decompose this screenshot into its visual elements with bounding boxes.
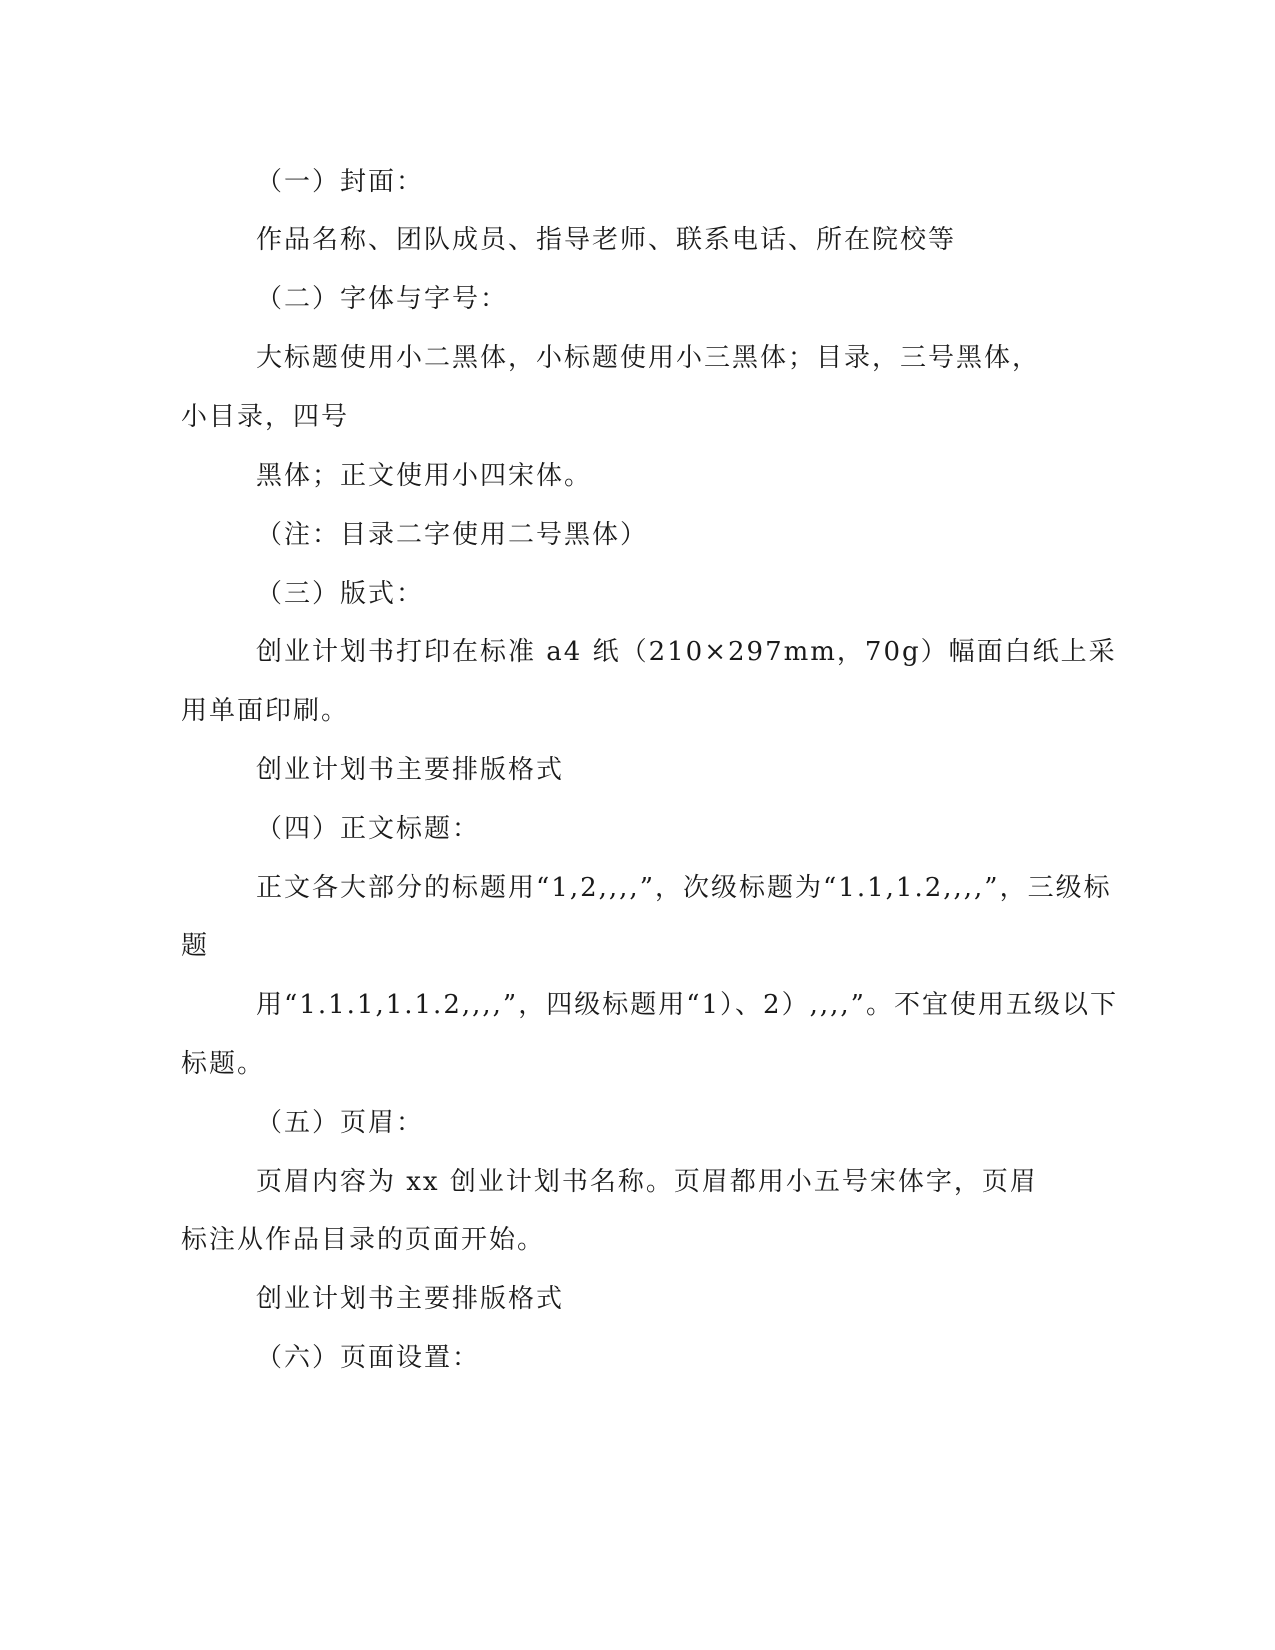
paragraph-fonts-note: （注：目录二字使用二号黑体） [256,520,649,550]
paragraph-titles-line1: 正文各大部分的标题用“1,2,,,,”，次级标题为“1.1,1.2,,,,”，三级标 [256,873,1112,903]
paragraph-header-line1: 页眉内容为 xx 创业计划书名称。页眉都用小五号宋体字，页眉 [256,1167,1038,1197]
paragraph-fonts-line3: 黑体；正文使用小四宋体。 [256,461,593,491]
section-heading-fonts: （二）字体与字号： [256,284,509,314]
paragraph-fonts-line2: 小目录，四号 [181,402,350,432]
paragraph-fonts-line1: 大标题使用小二黑体，小标题使用小三黑体；目录，三号黑体， [256,343,1041,373]
section-heading-body-titles: （四）正文标题： [256,814,481,844]
section-heading-header: （五）页眉： [256,1108,425,1138]
paragraph-layout-line1: 创业计划书打印在标准 a4 纸（210×297mm，70g）幅面白纸上采 [256,637,1117,667]
section-heading-cover: （一）封面： [256,167,425,197]
section-heading-page-setup: （六）页面设置： [256,1343,481,1373]
section-heading-layout: （三）版式： [256,579,425,609]
paragraph-format-title-2: 创业计划书主要排版格式 [256,1284,565,1314]
paragraph-cover-items: 作品名称、团队成员、指导老师、联系电话、所在院校等 [256,225,957,255]
paragraph-layout-line2: 用单面印刷。 [181,696,350,726]
paragraph-format-title: 创业计划书主要排版格式 [256,755,565,785]
paragraph-titles-line2: 题 [181,931,210,961]
paragraph-titles-line3: 用“1.1.1,1.1.2,,,,”，四级标题用“1）、2）,,,,”。不宜使用五级以下 [256,990,1118,1020]
paragraph-titles-line4: 标题。 [181,1049,266,1079]
paragraph-header-line2: 标注从作品目录的页面开始。 [181,1225,546,1255]
